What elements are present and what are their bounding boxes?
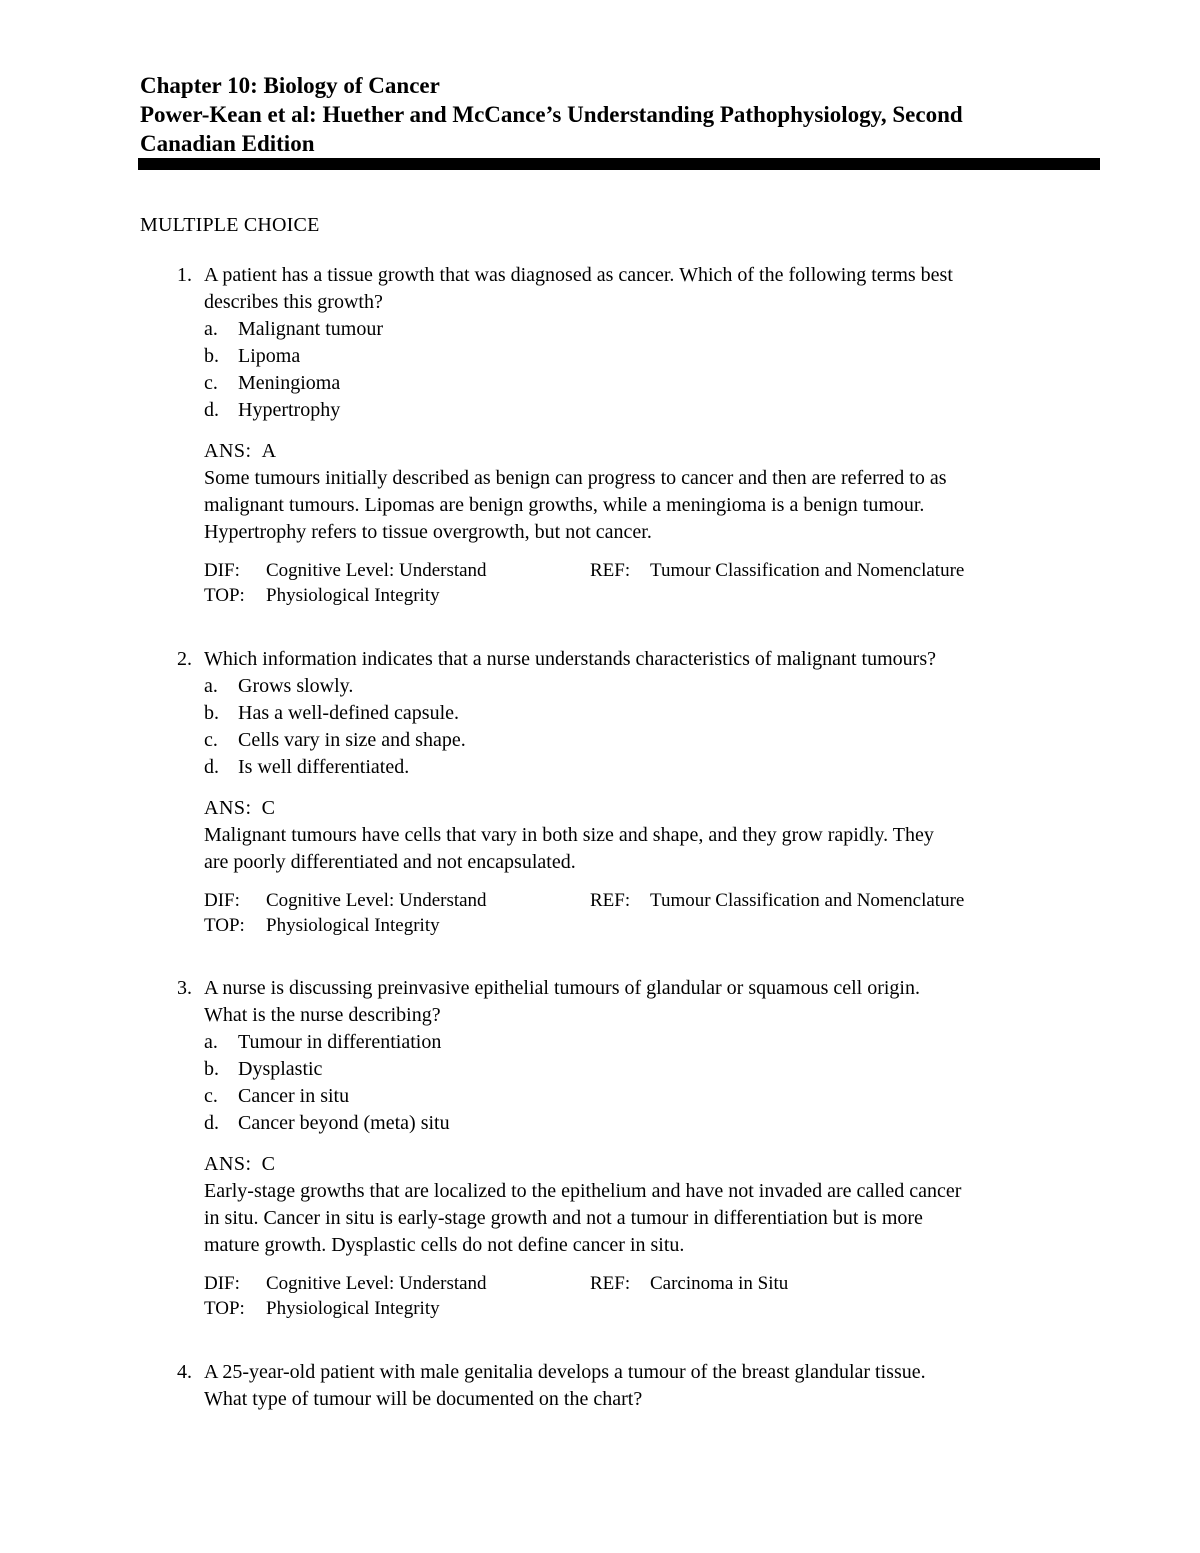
rationale-line: mature growth. Dysplastic cells do not define cancer in situ. [204, 1234, 685, 1256]
rationale-line: malignant tumours. Lipomas are benign growths, while a meningioma is a benign tumour. [204, 494, 925, 516]
question-stem [140, 646, 1100, 673]
option-letter: a. [204, 318, 218, 340]
option-letter: c. [204, 1085, 218, 1107]
option-letter: c. [204, 372, 218, 394]
question-3 [140, 975, 1100, 1321]
question-metadata [140, 1271, 1100, 1321]
option-letter: b. [204, 702, 219, 724]
ref-label: REF: [590, 560, 631, 581]
question-number: 3. [177, 977, 192, 999]
question-number: 4. [177, 1361, 192, 1383]
document-header [140, 71, 1100, 158]
ref-value: Carcinoma in Situ [650, 1273, 789, 1294]
answer-line [140, 1151, 1100, 1178]
answer-value: A [261, 440, 277, 462]
option-d [140, 397, 1100, 424]
chapter-title: Chapter 10: Biology of Cancer [140, 73, 440, 98]
option-a [140, 316, 1100, 343]
top-label: TOP: [204, 915, 245, 936]
dif-label: DIF: [204, 890, 240, 911]
stem-line: A nurse is discussing preinvasive epithelial tumours of glandular or squamous cell origin. [204, 977, 920, 999]
answer-line [140, 795, 1100, 822]
option-text: Cells vary in size and shape. [238, 729, 466, 751]
dif-value: Cognitive Level: Understand [266, 1273, 487, 1294]
question-4 [140, 1359, 1100, 1413]
rationale-line: Some tumours initially described as benign can progress to cancer and then are referred to as [204, 467, 947, 489]
option-text: Lipoma [238, 345, 301, 367]
rationale [140, 1178, 1100, 1259]
question-metadata [140, 558, 1100, 608]
option-text: Is well differentiated. [238, 756, 410, 778]
dif-label: DIF: [204, 1273, 240, 1294]
option-letter: a. [204, 1031, 218, 1053]
option-text: Hypertrophy [238, 399, 341, 421]
option-c [140, 1083, 1100, 1110]
rationale-line: are poorly differentiated and not encapsulated. [204, 851, 576, 873]
answer-label: ANS: [204, 797, 252, 819]
stem-line: A 25-year-old patient with male genitalia develops a tumour of the breast glandular tissue. [204, 1361, 926, 1383]
top-value: Physiological Integrity [266, 585, 440, 606]
rationale-line: Hypertrophy refers to tissue overgrowth, but not cancer. [204, 521, 652, 543]
ref-value: Tumour Classification and Nomenclature [650, 890, 965, 911]
question-number: 1. [177, 264, 192, 286]
option-letter: d. [204, 1112, 219, 1134]
option-text: Dysplastic [238, 1058, 323, 1080]
option-a [140, 673, 1100, 700]
option-b [140, 1056, 1100, 1083]
book-title-line-1: Power-Kean et al: Huether and McCance’s Understanding Pathophysiology, Second [140, 102, 963, 127]
question-number: 2. [177, 648, 192, 670]
rationale-line: Malignant tumours have cells that vary in both size and shape, and they grow rapidly. They [204, 824, 934, 846]
option-letter: d. [204, 399, 219, 421]
stem-line: A patient has a tissue growth that was diagnosed as cancer. Which of the following terms best [204, 264, 953, 286]
dif-label: DIF: [204, 560, 240, 581]
answer-label: ANS: [204, 440, 252, 462]
option-c [140, 727, 1100, 754]
question-1 [140, 262, 1100, 608]
option-text: Meningioma [238, 372, 341, 394]
question-stem [140, 262, 1100, 316]
answer-value: C [261, 1153, 275, 1175]
stem-line: describes this growth? [204, 291, 383, 313]
option-b [140, 700, 1100, 727]
answer-value: C [261, 797, 275, 819]
option-text: Tumour in differentiation [238, 1031, 442, 1053]
stem-line: What type of tumour will be documented on the chart? [204, 1388, 643, 1410]
header-divider [138, 158, 1100, 170]
option-letter: b. [204, 345, 219, 367]
ref-label: REF: [590, 890, 631, 911]
option-b [140, 343, 1100, 370]
question-2 [140, 646, 1100, 938]
top-label: TOP: [204, 1298, 245, 1319]
rationale-line: Early-stage growths that are localized to the epithelium and have not invaded are called cancer [204, 1180, 962, 1202]
rationale [140, 465, 1100, 546]
rationale [140, 822, 1100, 876]
top-value: Physiological Integrity [266, 1298, 440, 1319]
option-text: Cancer in situ [238, 1085, 350, 1107]
dif-value: Cognitive Level: Understand [266, 560, 487, 581]
option-letter: a. [204, 675, 218, 697]
option-letter: d. [204, 756, 219, 778]
rationale-line: in situ. Cancer in situ is early-stage growth and not a tumour in differentiation but is more [204, 1207, 923, 1229]
option-c [140, 370, 1100, 397]
ref-value: Tumour Classification and Nomenclature [650, 560, 965, 581]
question-stem [140, 975, 1100, 1029]
stem-line: Which information indicates that a nurse understands characteristics of malignant tumours? [204, 648, 936, 670]
option-text: Malignant tumour [238, 318, 383, 340]
top-value: Physiological Integrity [266, 915, 440, 936]
option-d [140, 1110, 1100, 1137]
top-label: TOP: [204, 585, 245, 606]
answer-line [140, 438, 1100, 465]
stem-line: What is the nurse describing? [204, 1004, 441, 1026]
answer-label: ANS: [204, 1153, 252, 1175]
dif-value: Cognitive Level: Understand [266, 890, 487, 911]
option-d [140, 754, 1100, 781]
question-stem [140, 1359, 1100, 1413]
section-label: MULTIPLE CHOICE [140, 214, 320, 236]
option-text: Grows slowly. [238, 675, 354, 697]
book-title-line-2: Canadian Edition [140, 131, 315, 156]
question-metadata [140, 888, 1100, 938]
option-text: Has a well-defined capsule. [238, 702, 460, 724]
option-text: Cancer beyond (meta) situ [238, 1112, 450, 1134]
ref-label: REF: [590, 1273, 631, 1294]
option-a [140, 1029, 1100, 1056]
option-letter: c. [204, 729, 218, 751]
option-letter: b. [204, 1058, 219, 1080]
